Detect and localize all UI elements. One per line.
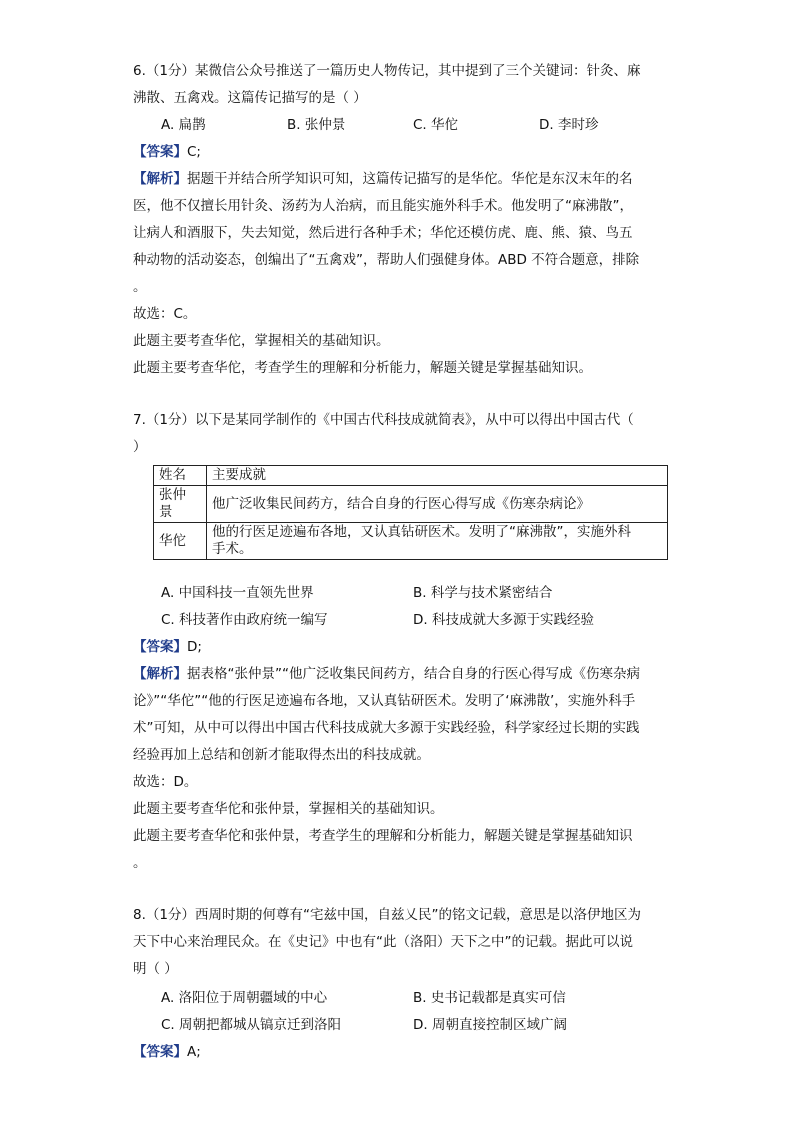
q8-answer <box>133 1043 201 1061</box>
table-row <box>154 523 668 560</box>
answer-tag: 【答案】 <box>133 144 187 160</box>
q6-analysis-line-4: 种动物的活动姿态，创编出了“五禽戏”，帮助人们强健身体。ABD 不符合题意，排除 <box>133 252 640 268</box>
q7-note-1: 此题主要考查华佗和张仲景，掌握相关的基础知识。 <box>133 801 444 817</box>
q7-analysis-line-4: 经验再加上总结和创新才能取得杰出的科技成就。 <box>133 747 430 763</box>
q7-option-d: D. 科技成就大多源于实践经验 <box>413 612 594 628</box>
q8-stem-line-1: 8.（1分）西周时期的何尊有“宅兹中国，自兹乂民”的铭文记载，意思是以洛伊地区为 <box>133 907 641 923</box>
table-header-achievement: 主要成就 <box>207 466 668 486</box>
q7-answer <box>133 638 202 656</box>
q7-analysis-line-2: 论》”“华佗”“他的行医足迹遍布各地，又认真钻研医术。发明了‘麻沸散’，实施外科手 <box>133 693 636 709</box>
analysis-tag: 【解析】 <box>133 171 187 187</box>
table-row <box>154 486 668 523</box>
q7-option-b: B. 科学与技术紧密结合 <box>413 585 553 601</box>
q8-option-b: B. 史书记载都是真实可信 <box>413 990 566 1006</box>
table-cell-name: 华佗 <box>154 523 207 560</box>
q8-option-a: A. 洛阳位于周朝疆域的中心 <box>161 990 328 1006</box>
q6-option-b: B. 张仲景 <box>287 117 346 133</box>
q6-stem-line-1: 6.（1分）某微信公众号推送了一篇历史人物传记，其中提到了三个关键词：针灸、麻 <box>133 63 641 79</box>
q6-option-d: D. 李时珍 <box>539 117 599 133</box>
q7-stem-line-1: 7.（1分）以下是某同学制作的《中国古代科技成就简表》，从中可以得出中国古代（ <box>133 412 634 428</box>
q6-answer <box>133 143 201 161</box>
q7-note-2-line-2: 。 <box>133 855 147 871</box>
table-header-name: 姓名 <box>154 466 207 486</box>
q7-option-c: C. 科技著作由政府统一编写 <box>161 612 328 628</box>
q6-analysis-line-2: 医，他不仅擅长用针灸、汤药为人治病，而且能实施外科手术。他发明了“麻沸散”， <box>133 198 633 214</box>
q7-option-a: A. 中国科技一直领先世界 <box>161 585 314 601</box>
table-header-row <box>154 466 668 486</box>
q8-stem-line-3: 明（ ） <box>133 961 178 977</box>
analysis-tag: 【解析】 <box>133 666 187 682</box>
q8-option-c: C. 周朝把都城从镐京迁到洛阳 <box>161 1017 342 1033</box>
q6-note-1: 此题主要考查华佗，掌握相关的基础知识。 <box>133 333 390 349</box>
q7-select: 故选：D。 <box>133 774 198 790</box>
q6-analysis-line-1 <box>133 170 633 188</box>
q7-note-2-line-1: 此题主要考查华佗和张仲景，考查学生的理解和分析能力，解题关键是掌握基础知识 <box>133 828 633 844</box>
q7-analysis-line-3: 术”可知，从中可以得出中国古代科技成就大多源于实践经验，科学家经过长期的实践 <box>133 720 640 736</box>
answer-tag: 【答案】 <box>133 1044 187 1060</box>
q6-option-a: A. 扁鹊 <box>161 117 206 133</box>
q7-analysis-text-1: 据表格“张仲景”“他广泛收集民间药方，结合自身的行医心得写成《伤寒杂病 <box>187 666 640 682</box>
table-cell-text: 他广泛收集民间药方，结合自身的行医心得写成《伤寒杂病论》 <box>207 486 668 523</box>
q8-option-d: D. 周朝直接控制区域广阔 <box>413 1017 567 1033</box>
q6-analysis-line-3: 让病人和酒服下，失去知觉，然后进行各种手术；华佗还模仿虎、鹿、熊、猿、鸟五 <box>133 225 633 241</box>
achievement-table <box>153 465 668 560</box>
table-cell-text: 他的行医足迹遍布各地，又认真钻研医术。发明了“麻沸散”，实施外科 手术。 <box>207 523 668 560</box>
answer-tag: 【答案】 <box>133 639 187 655</box>
q6-select: 故选：C。 <box>133 306 197 322</box>
q6-answer-value: C; <box>187 144 201 160</box>
q6-analysis-text-1: 据题干并结合所学知识可知，这篇传记描写的是华佗。华佗是东汉末年的名 <box>187 171 633 187</box>
q6-note-2: 此题主要考查华佗，考查学生的理解和分析能力，解题关键是掌握基础知识。 <box>133 360 592 376</box>
q6-stem-line-2: 沸散、五禽戏。这篇传记描写的是（ ） <box>133 90 367 106</box>
q6-option-c: C. 华佗 <box>413 117 459 133</box>
q6-analysis-line-5: 。 <box>133 279 147 295</box>
q7-answer-value: D; <box>187 639 202 655</box>
table-cell-name: 张仲 景 <box>154 486 207 523</box>
q8-stem-line-2: 天下中心来治理民众。在《史记》中也有“此（洛阳）天下之中”的记载。据此可以说 <box>133 934 633 950</box>
q7-stem-line-2: ） <box>133 439 147 455</box>
q8-answer-value: A; <box>187 1044 201 1060</box>
q7-analysis-line-1 <box>133 665 640 683</box>
